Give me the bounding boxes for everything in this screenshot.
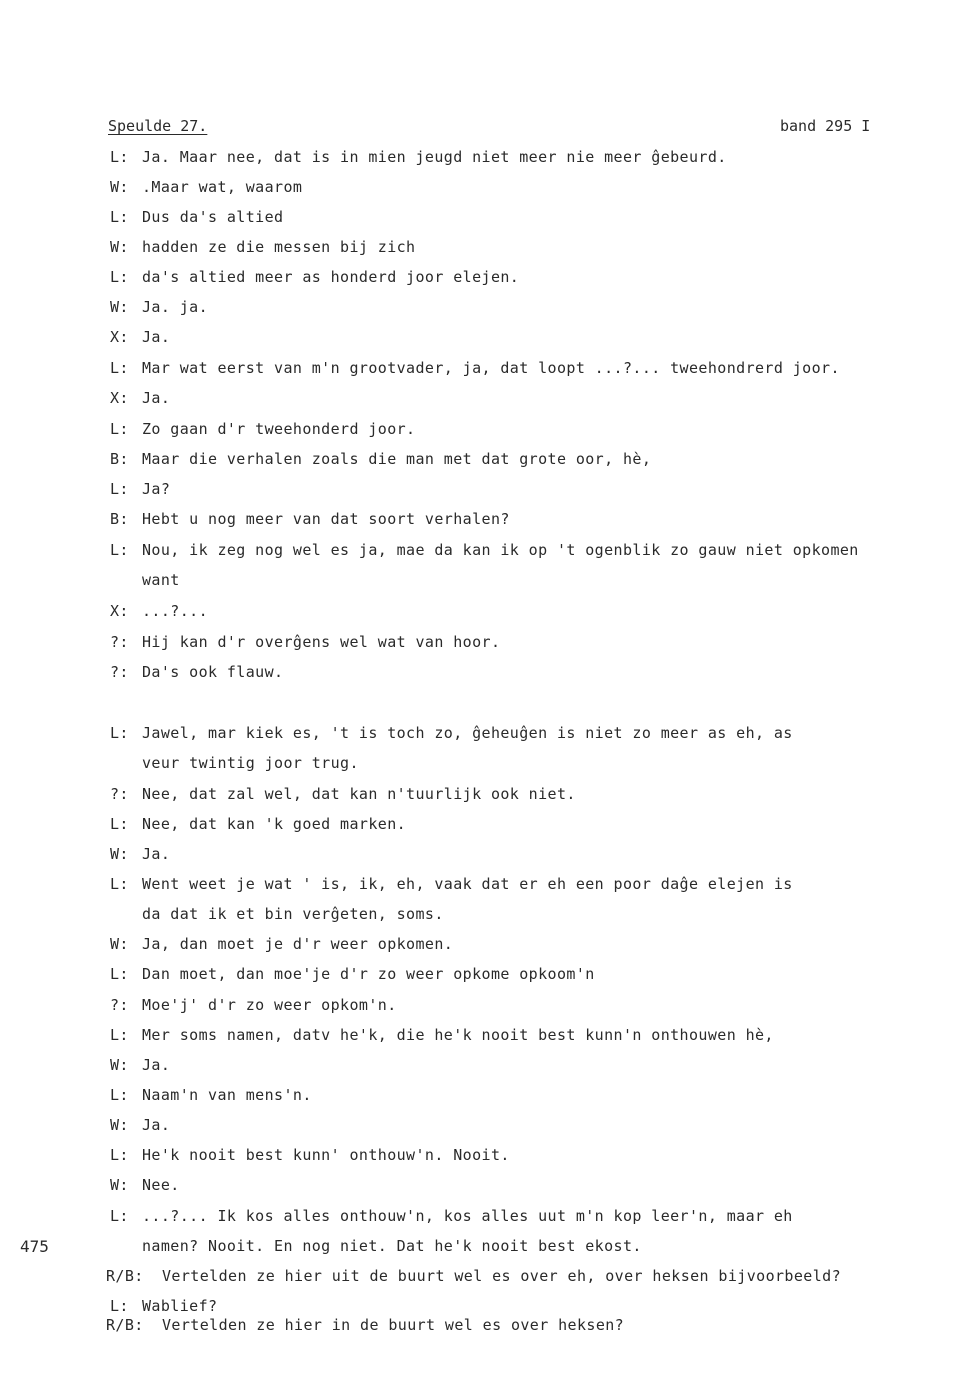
utterance-text: Maar die verhalen zoals die man met dat grote oor, hè, xyxy=(142,450,652,468)
speaker-label: W: xyxy=(110,178,129,196)
utterance-text: Dus da's altied xyxy=(142,208,284,226)
utterance-text: .Maar wat, waarom xyxy=(142,178,303,196)
transcript-line xyxy=(142,754,359,772)
utterance-text: Ja. xyxy=(142,389,171,407)
utterance-text: Da's ook flauw. xyxy=(142,663,284,681)
transcript-line xyxy=(142,905,444,923)
speaker-label: ?: xyxy=(110,785,129,803)
utterance-text: Wablief? xyxy=(142,1297,218,1315)
speaker-label: B: xyxy=(110,450,129,468)
speaker-label: ?: xyxy=(110,663,129,681)
tape-label: band 295 I xyxy=(780,117,871,135)
speaker-label: L: xyxy=(110,1207,129,1225)
speaker-label: L: xyxy=(110,1297,129,1315)
speaker-label: W: xyxy=(110,1116,129,1134)
utterance-text: Dan moet, dan moe'je d'r zo weer opkome opkoom'n xyxy=(142,965,595,983)
utterance-text: Nee, dat zal wel, dat kan n'tuurlijk ook niet. xyxy=(142,785,576,803)
transcript-line xyxy=(110,359,840,377)
transcript-line xyxy=(110,389,170,407)
transcript-line xyxy=(110,148,727,166)
speaker-label: W: xyxy=(110,1056,129,1074)
transcript-line xyxy=(110,785,576,803)
utterance-text: hadden ze die messen bij zich xyxy=(142,238,416,256)
transcript-line xyxy=(110,845,170,863)
utterance-text: Nou, ik zeg nog wel es ja, mae da kan ik op 't ogenblik zo gauw niet opkomen xyxy=(142,541,859,559)
document-title: Speulde 27. xyxy=(108,117,208,135)
speaker-label: L: xyxy=(110,359,129,377)
utterance-text: Mer soms namen, datv he'k, die he'k nooit best kunn'n onthouwen hè, xyxy=(142,1026,774,1044)
transcript-line xyxy=(110,875,793,893)
speaker-label: L: xyxy=(110,875,129,893)
utterance-text: ...?... xyxy=(142,602,209,620)
transcript-line xyxy=(110,1297,217,1315)
utterance-text: Nee. xyxy=(142,1176,180,1194)
speaker-label: W: xyxy=(110,238,129,256)
speaker-label: L: xyxy=(110,815,129,833)
utterance-text: Zo gaan d'r tweehonderd joor. xyxy=(142,420,416,438)
speaker-label: L: xyxy=(110,420,129,438)
transcript-line xyxy=(110,208,283,226)
speaker-label: X: xyxy=(110,328,129,346)
transcript-line xyxy=(110,1026,774,1044)
utterance-text: Vertelden ze hier in de buurt wel es over heksen? xyxy=(162,1316,625,1334)
transcript-line xyxy=(110,602,208,620)
transcript-line xyxy=(106,1267,841,1285)
utterance-text: Nee, dat kan 'k goed marken. xyxy=(142,815,407,833)
transcript-line xyxy=(110,996,397,1014)
utterance-text: He'k nooit best kunn' onthouw'n. Nooit. xyxy=(142,1146,510,1164)
transcript-line xyxy=(110,450,651,468)
utterance-text: veur twintig joor trug. xyxy=(142,754,359,772)
transcript-line xyxy=(110,510,510,528)
speaker-label: L: xyxy=(110,1086,129,1104)
utterance-text: da dat ik et bin verĝeten, soms. xyxy=(142,905,444,923)
margin-line-number: 475 xyxy=(20,1237,49,1256)
transcript-line xyxy=(142,571,180,589)
transcript-line xyxy=(110,1146,510,1164)
utterance-text: Ja, dan moet je d'r weer opkomen. xyxy=(142,935,454,953)
transcript-line xyxy=(110,420,416,438)
utterance-text: Jawel, mar kiek es, 't is toch zo, ĝeheuĝen is niet zo meer as eh, as xyxy=(142,724,793,742)
transcript-line xyxy=(106,1316,624,1334)
speaker-label: L: xyxy=(110,724,129,742)
transcript-line xyxy=(110,965,595,983)
speaker-label: R/B: xyxy=(106,1267,144,1285)
speaker-label: W: xyxy=(110,935,129,953)
transcript-line xyxy=(110,268,519,286)
transcript-line xyxy=(110,633,500,651)
utterance-text: Ja. xyxy=(142,1116,171,1134)
speaker-label: W: xyxy=(110,1176,129,1194)
transcript-line xyxy=(110,935,453,953)
utterance-text: Ja. xyxy=(142,845,171,863)
speaker-label: ?: xyxy=(110,996,129,1014)
speaker-label: L: xyxy=(110,1146,129,1164)
transcript-line xyxy=(110,238,416,256)
speaker-label: ?: xyxy=(110,633,129,651)
utterance-text: ...?... Ik kos alles onthouw'n, kos alles uut m'n kop leer'n, maar eh xyxy=(142,1207,793,1225)
transcript-line xyxy=(110,541,859,559)
transcript-line xyxy=(110,724,793,742)
transcript-line xyxy=(110,1086,312,1104)
transcript-line xyxy=(110,1056,170,1074)
transcript-line xyxy=(110,1207,793,1225)
speaker-label: L: xyxy=(110,1026,129,1044)
utterance-text: Ja. xyxy=(142,1056,171,1074)
utterance-text: Moe'j' d'r zo weer opkom'n. xyxy=(142,996,397,1014)
speaker-label: W: xyxy=(110,298,129,316)
transcript-line xyxy=(142,1237,642,1255)
speaker-label: X: xyxy=(110,389,129,407)
utterance-text: want xyxy=(142,571,180,589)
speaker-label: X: xyxy=(110,602,129,620)
speaker-label: B: xyxy=(110,510,129,528)
transcript-line xyxy=(110,480,170,498)
utterance-text: Hebt u nog meer van dat soort verhalen? xyxy=(142,510,510,528)
utterance-text: Hij kan d'r overĝens wel wat van hoor. xyxy=(142,633,501,651)
speaker-label: W: xyxy=(110,845,129,863)
transcript-line xyxy=(110,1116,170,1134)
speaker-label: L: xyxy=(110,148,129,166)
utterance-text: Ja. ja. xyxy=(142,298,209,316)
transcript-line xyxy=(110,298,208,316)
transcript-line xyxy=(110,663,283,681)
utterance-text: Vertelden ze hier uit de buurt wel es over eh, over heksen bijvoorbeeld? xyxy=(162,1267,842,1285)
utterance-text: Naam'n van mens'n. xyxy=(142,1086,312,1104)
speaker-label: L: xyxy=(110,208,129,226)
speaker-label: L: xyxy=(110,541,129,559)
utterance-text: Mar wat eerst van m'n grootvader, ja, dat loopt ...?... tweehondrerd joor. xyxy=(142,359,840,377)
utterance-text: namen? Nooit. En nog niet. Dat he'k nooit best ekost. xyxy=(142,1237,642,1255)
utterance-text: Ja. Maar nee, dat is in mien jeugd niet meer nie meer ĝebeurd. xyxy=(142,148,727,166)
utterance-text: Went weet je wat ' is, ik, eh, vaak dat er eh een poor daĝe elejen is xyxy=(142,875,793,893)
speaker-label: L: xyxy=(110,480,129,498)
speaker-label: R/B: xyxy=(106,1316,144,1334)
transcript-line xyxy=(110,178,302,196)
speaker-label: L: xyxy=(110,965,129,983)
transcript-line xyxy=(110,1176,180,1194)
speaker-label: L: xyxy=(110,268,129,286)
transcript-line xyxy=(110,328,170,346)
utterance-text: da's altied meer as honderd joor elejen. xyxy=(142,268,520,286)
utterance-text: Ja. xyxy=(142,328,171,346)
transcript-line xyxy=(110,815,406,833)
utterance-text: Ja? xyxy=(142,480,171,498)
